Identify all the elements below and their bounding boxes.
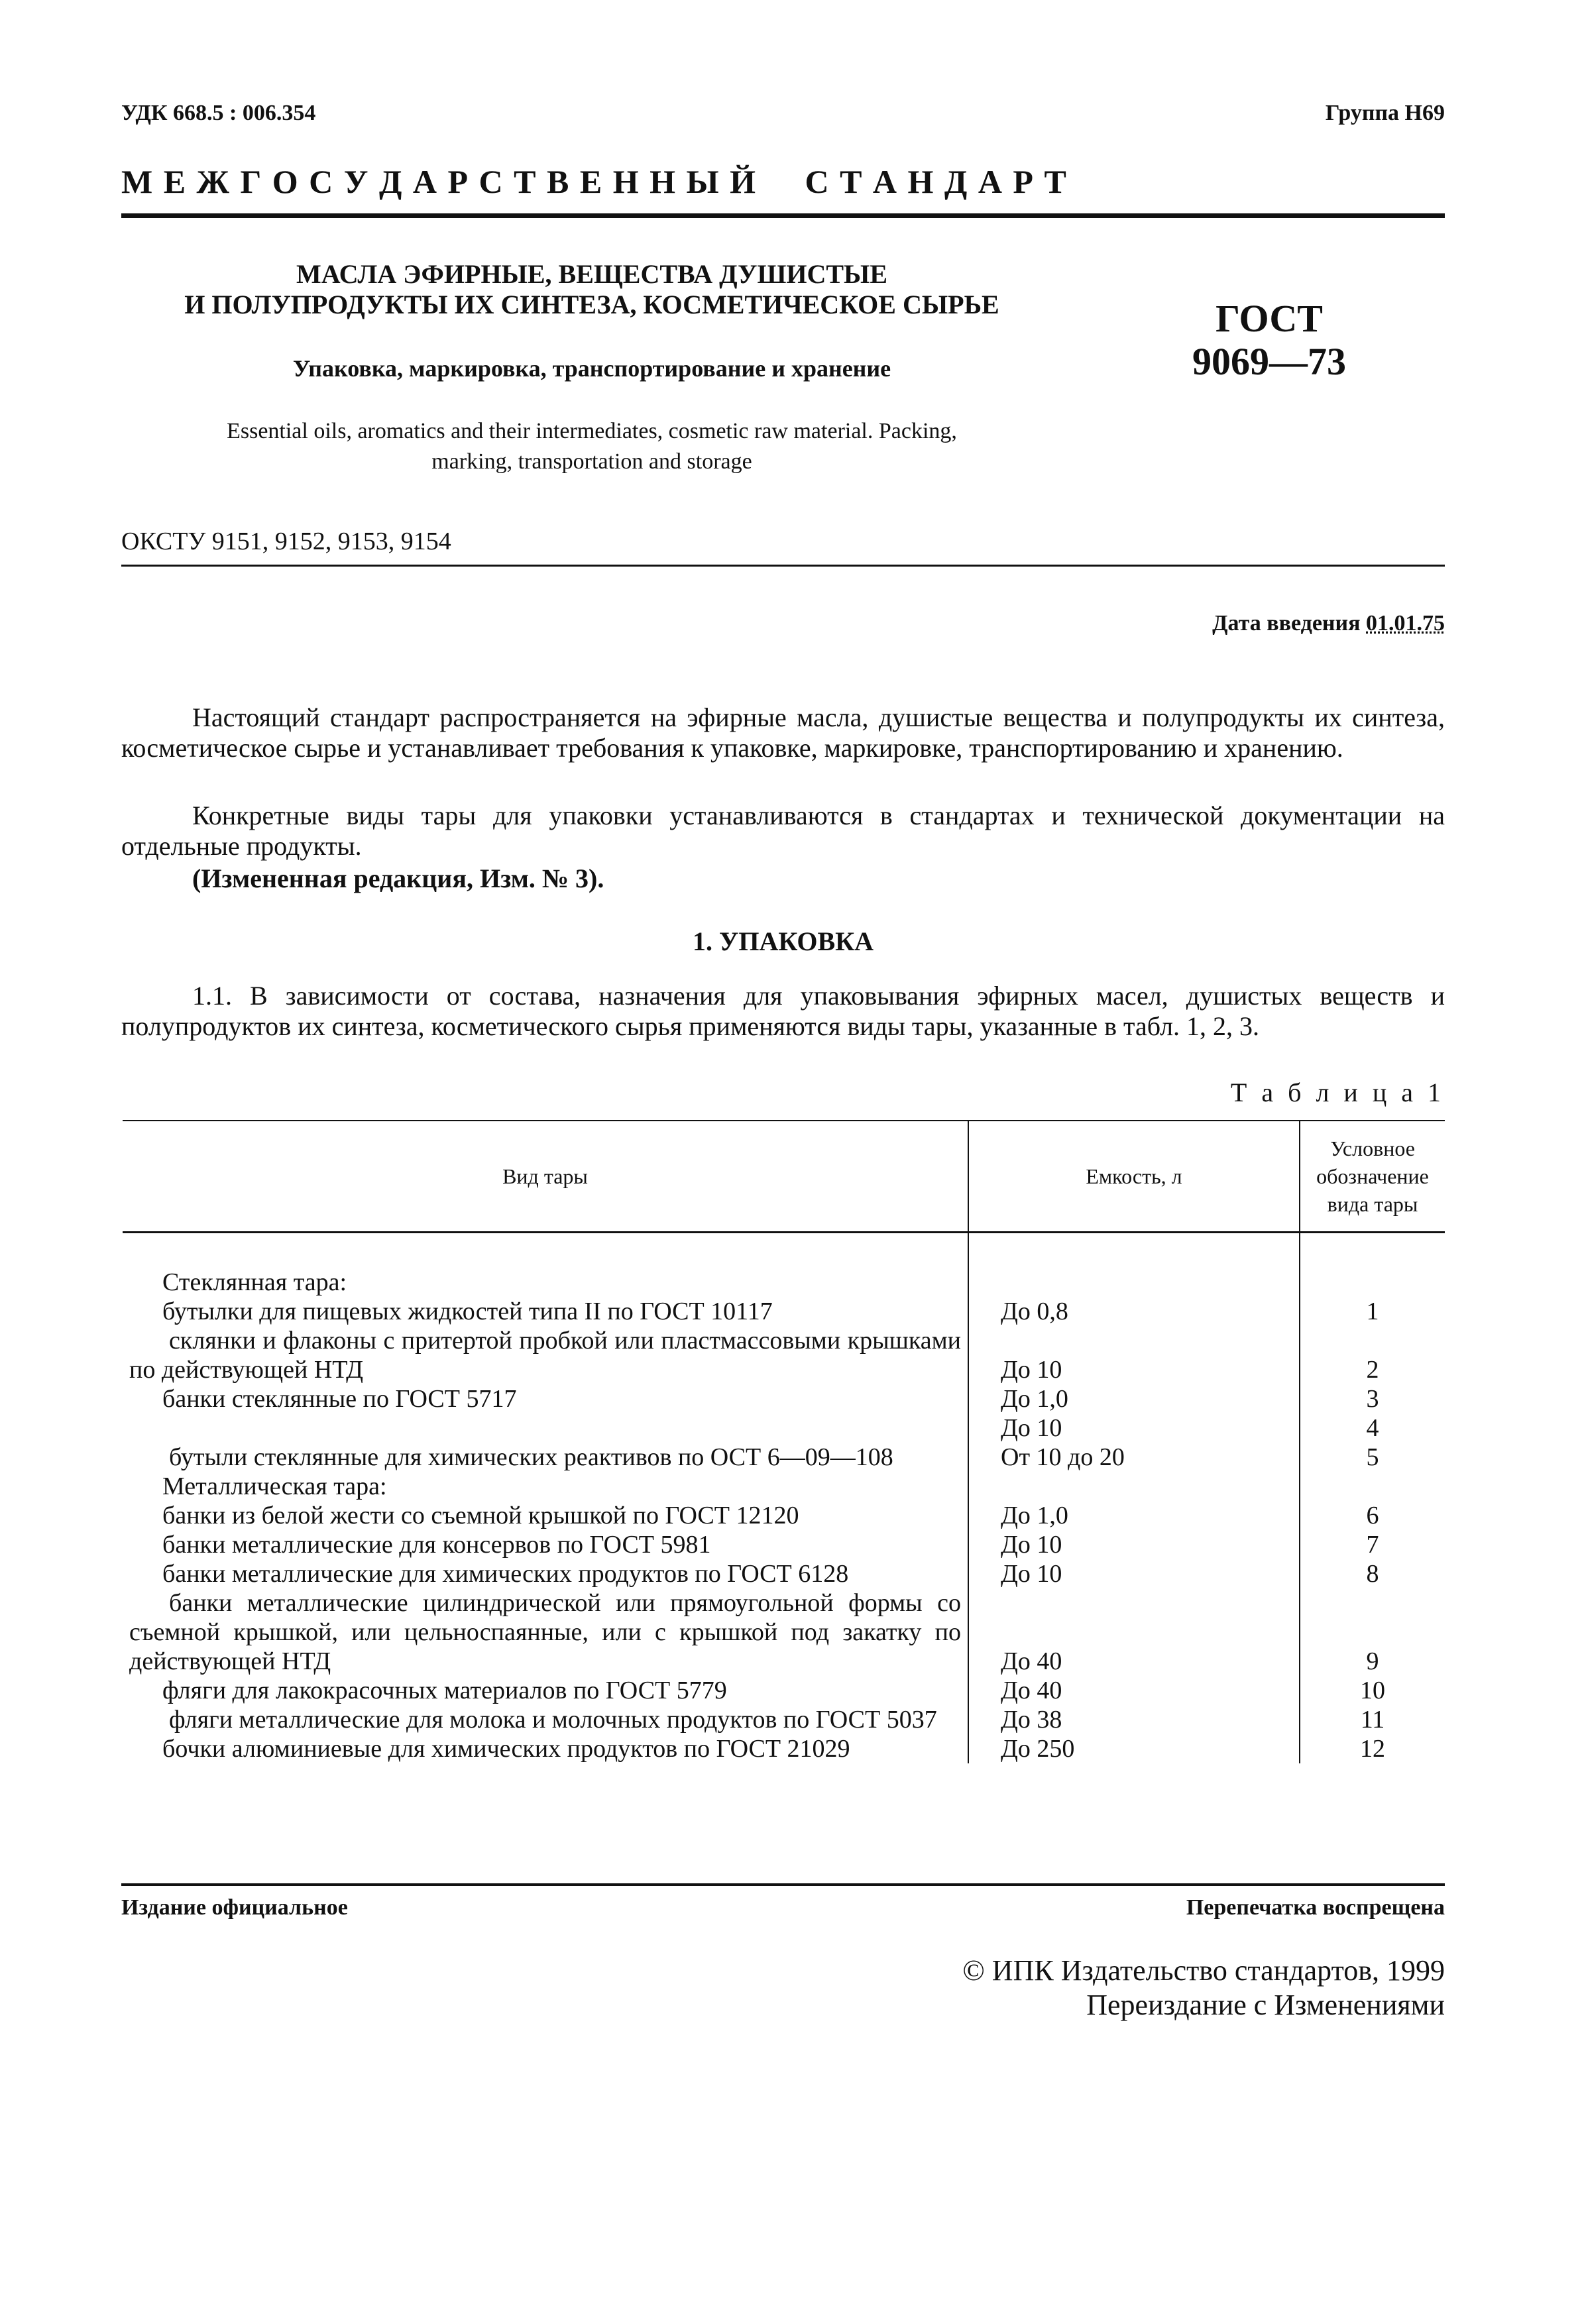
column-header-capacity: Емкость, л (968, 1121, 1300, 1233)
cell-code: 9 (1366, 1647, 1379, 1675)
column-header-type: Вид тары (123, 1121, 968, 1233)
containers-table (123, 1120, 1445, 1763)
cell-type: банки стеклянные по ГОСТ 5717 (123, 1384, 968, 1413)
okstu-codes: ОКСТУ 9151, 9152, 9153, 9154 (121, 527, 451, 555)
cell-code: 8 (1366, 1560, 1379, 1588)
cell-capacity: От 10 до 20 (968, 1443, 1300, 1472)
intro-date-value: 01.01.75 (1366, 611, 1445, 636)
cell-capacity (968, 1472, 1300, 1501)
cell-type: бутылки для пищевых жидкостей типа II по ГОСТ 10117 (123, 1297, 968, 1326)
paragraph-containers: Конкретные виды тары для упаковки устанавливаются в стандартах и технической документации на отдельные продукты. (121, 801, 1445, 861)
table-row (123, 1588, 1445, 1676)
table-header-row (123, 1121, 1445, 1233)
cell-type: бочки алюминиевые для химических продуктов по ГОСТ 21029 (123, 1734, 968, 1763)
paragraph-scope: Настоящий стандарт распространяется на эфирные масла, душистые вещества и полупродукты их синтеза, косметическое сырье и устанавливает требования к упаковке, маркировке, транспортированию и хранению. (121, 702, 1445, 763)
cell-capacity: До 1,0 (968, 1501, 1300, 1530)
table-row (123, 1472, 1445, 1501)
paragraph-1-1: 1.1. В зависимости от состава, назначения для упаковывания эфирных масел, душистых веществ и полупродуктов их синтеза, косметического сырья применяются виды тары, указанные в табл. 1, 2, 3. (121, 981, 1445, 1041)
cell-code: 7 (1366, 1531, 1379, 1559)
official-edition: Издание официальное (121, 1895, 348, 1920)
gost-label: ГОСТ (1215, 297, 1323, 340)
cell-code: 6 (1366, 1502, 1379, 1529)
cell-type: банки металлические цилиндрической или прямоугольной формы со съемной крышкой, или цельноспаянные, или с крышкой под закатку по действующей НТД (123, 1588, 968, 1676)
standard-banner: М Е Ж Г О С У Д А Р С Т В Е Н Н Ы Й С Т А Н Д А Р Т (121, 163, 1068, 200)
cell-type: банки металлические для химических продуктов по ГОСТ 6128 (123, 1559, 968, 1588)
okstu-rule (121, 565, 1445, 567)
amendment-note: (Измененная редакция, Изм. № 3). (192, 863, 604, 893)
table-row (123, 1297, 1445, 1326)
banner-rule (121, 213, 1445, 218)
cell-code: 5 (1366, 1443, 1379, 1471)
title-line-2: И ПОЛУПРОДУКТЫ ИХ СИНТЕЗА, КОСМЕТИЧЕСКОЕ СЫРЬЕ (184, 290, 999, 319)
cell-code: 12 (1360, 1735, 1385, 1763)
cell-capacity: До 40 (968, 1676, 1300, 1705)
table-row (123, 1326, 1445, 1384)
cell-code: 10 (1360, 1677, 1385, 1704)
intro-date-label: Дата введения (1212, 611, 1361, 636)
copyright: © ИПК Издательство стандартов, 1999 (962, 1954, 1445, 1987)
table-row (123, 1559, 1445, 1588)
cell-capacity: До 0,8 (968, 1297, 1300, 1326)
cell-type (123, 1413, 968, 1443)
cell-type: Стеклянная тара: (123, 1233, 968, 1298)
gost-number: 9069—73 (1192, 340, 1346, 383)
cell-capacity: До 38 (968, 1705, 1300, 1734)
english-title-line-2: marking, transportation and storage (431, 449, 752, 474)
table-row (123, 1676, 1445, 1705)
cell-type: банки металлические для консервов по ГОСТ 5981 (123, 1530, 968, 1559)
cell-code (1300, 1472, 1445, 1501)
table-row (123, 1384, 1445, 1413)
cell-code: 11 (1360, 1706, 1385, 1734)
cell-capacity: До 10 (968, 1559, 1300, 1588)
table-row (123, 1413, 1445, 1443)
cell-type: банки из белой жести со съемной крышкой по ГОСТ 12120 (123, 1501, 968, 1530)
cell-type: фляги металлические для молока и молочных продуктов по ГОСТ 5037 (123, 1705, 968, 1734)
table-row (123, 1705, 1445, 1734)
table-row (123, 1233, 1445, 1298)
footer-rule (121, 1883, 1445, 1886)
cell-type: бутыли стеклянные для химических реактивов по ОСТ 6—09—108 (123, 1443, 968, 1472)
english-title-line-1: Essential oils, aromatics and their intermediates, cosmetic raw material. Packing, (227, 419, 957, 443)
cell-type: Металлическая тара: (123, 1472, 968, 1501)
cell-capacity: До 10 (968, 1413, 1300, 1443)
table-row (123, 1443, 1445, 1472)
udk-code: УДК 668.5 : 006.354 (121, 101, 316, 125)
reprint-prohibited: Перепечатка воспрещена (1186, 1895, 1445, 1920)
cell-type: фляги для лакокрасочных материалов по ГОСТ 5779 (123, 1676, 968, 1705)
cell-capacity: До 10 (968, 1326, 1300, 1384)
cell-code: 2 (1366, 1356, 1379, 1384)
cell-capacity: До 250 (968, 1734, 1300, 1763)
cell-capacity: До 10 (968, 1530, 1300, 1559)
reissue-note: Переиздание с Изменениями (1086, 1989, 1445, 2021)
table-row (123, 1501, 1445, 1530)
intro-date (1212, 611, 1445, 636)
cell-capacity: До 1,0 (968, 1384, 1300, 1413)
cell-capacity: До 40 (968, 1588, 1300, 1676)
cell-type: склянки и флаконы с притертой пробкой или пластмассовыми крышками по действующей НТД (123, 1326, 968, 1384)
cell-capacity (968, 1233, 1300, 1298)
cell-code (1300, 1233, 1445, 1298)
table-caption: Т а б л и ц а 1 (1230, 1078, 1445, 1107)
table-row (123, 1734, 1445, 1763)
group-code: Группа Н69 (1325, 101, 1445, 125)
subtitle: Упаковка, маркировка, транспортирование и хранение (292, 355, 891, 382)
title-line-1: МАСЛА ЭФИРНЫЕ, ВЕЩЕСТВА ДУШИСТЫЕ (296, 259, 888, 289)
section-title: 1. УПАКОВКА (692, 926, 874, 956)
cell-code: 1 (1366, 1298, 1379, 1325)
cell-code: 4 (1366, 1414, 1379, 1442)
table-row (123, 1530, 1445, 1559)
cell-code: 3 (1366, 1385, 1379, 1413)
column-header-code: Условное обозначение вида тары (1316, 1136, 1429, 1216)
